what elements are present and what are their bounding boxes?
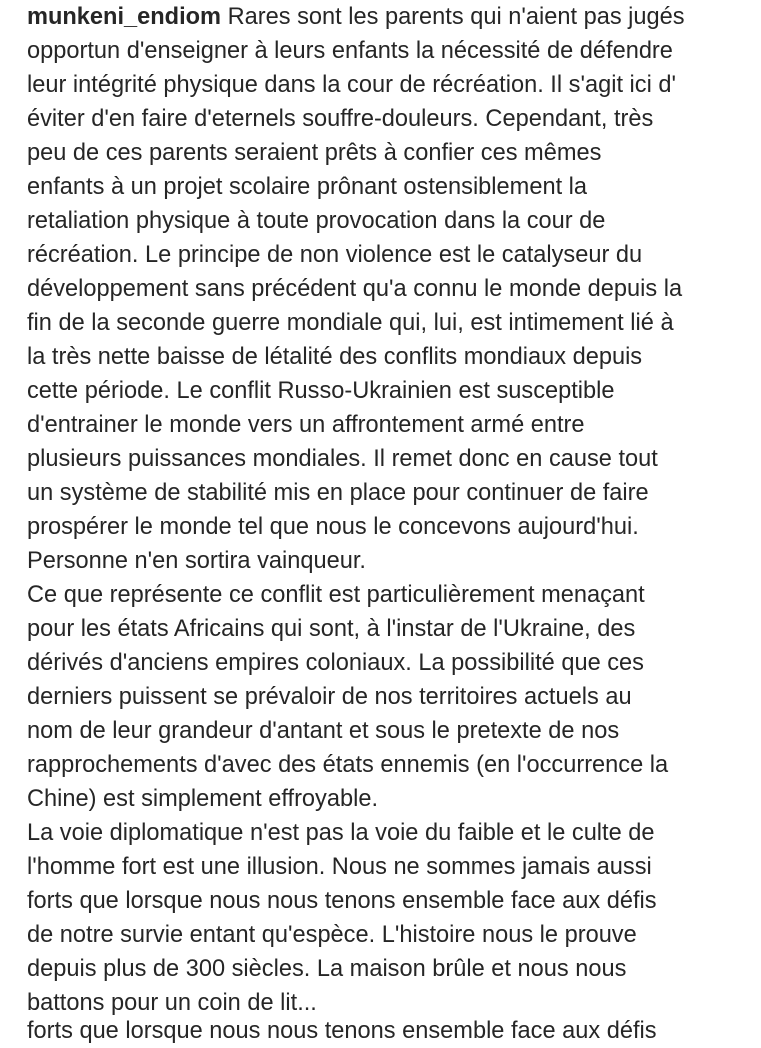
- comment-line: derniers puissent se prévaloir de nos territoires actuels au: [27, 684, 632, 710]
- comment-line: développement sans précédent qu'a connu le monde depuis la: [27, 276, 683, 302]
- comment-text: Rares sont les parents qui n'aient pas jugés: [221, 4, 685, 30]
- comment-line: cette période. Le conflit Russo-Ukrainien est susceptible: [27, 378, 615, 404]
- comment-line: leur intégrité physique dans la cour de récréation. Il s'agit ici d': [27, 72, 677, 98]
- comment-line: peu de ces parents seraient prêts à confier ces mêmes: [27, 140, 602, 166]
- comment-line: enfants à un projet scolaire prônant ostensiblement la: [27, 174, 588, 200]
- comment-line: Chine) est simplement effroyable.: [27, 786, 379, 812]
- comment-line: nom de leur grandeur d'antant et sous le pretexte de nos: [27, 718, 620, 744]
- comment-line: la très nette baisse de létalité des conflits mondiaux depuis: [27, 344, 643, 370]
- comment-line-1: [27, 0, 759, 34]
- comment-line: opportun d'enseigner à leurs enfants la nécessité de défendre: [27, 38, 673, 64]
- comment-line: forts que lorsque nous nous tenons ensemble face aux défis: [27, 888, 657, 914]
- comment-line: dérivés d'anciens empires coloniaux. La possibilité que ces: [27, 650, 644, 676]
- comment-line: d'entrainer le monde vers un affrontement armé entre: [27, 412, 585, 438]
- comment-line: récréation. Le principe de non violence est le catalyseur du: [27, 242, 643, 268]
- comment-line: de notre survie entant qu'espèce. L'histoire nous le prouve: [27, 922, 637, 948]
- comment-line: l'homme fort est une illusion. Nous ne sommes jamais aussi: [27, 854, 652, 880]
- comment-line: battons pour un coin de lit...: [27, 990, 317, 1016]
- comment-line: rapprochements d'avec des états ennemis (en l'occurrence la: [27, 752, 669, 778]
- comment-line: un système de stabilité mis en place pour continuer de faire: [27, 480, 649, 506]
- comment-body: [27, 0, 759, 1020]
- comment-line: retaliation physique à toute provocation dans la cour de: [27, 208, 606, 234]
- comment-line: éviter d'en faire d'eternels souffre-douleurs. Cependant, très: [27, 106, 654, 132]
- comment-line: fin de la seconde guerre mondiale qui, lui, est intimement lié à: [27, 310, 674, 336]
- comment-line: depuis plus de 300 siècles. La maison brûle et nous nous: [27, 956, 627, 982]
- username-link[interactable]: munkeni_endiom: [27, 4, 222, 30]
- comment-line-cutoff: forts que lorsque nous nous tenons ensemble face aux défis: [27, 1018, 657, 1044]
- comment-line: La voie diplomatique n'est pas la voie du faible et le culte de: [27, 820, 655, 846]
- comment-line: plusieurs puissances mondiales. Il remet donc en cause tout: [27, 446, 658, 472]
- comment-line: Ce que représente ce conflit est particulièrement menaçant: [27, 582, 645, 608]
- comment-line: Personne n'en sortira vainqueur.: [27, 548, 366, 574]
- comment-line: pour les états Africains qui sont, à l'instar de l'Ukraine, des: [27, 616, 636, 642]
- comment-line: prospérer le monde tel que nous le concevons aujourd'hui.: [27, 514, 639, 540]
